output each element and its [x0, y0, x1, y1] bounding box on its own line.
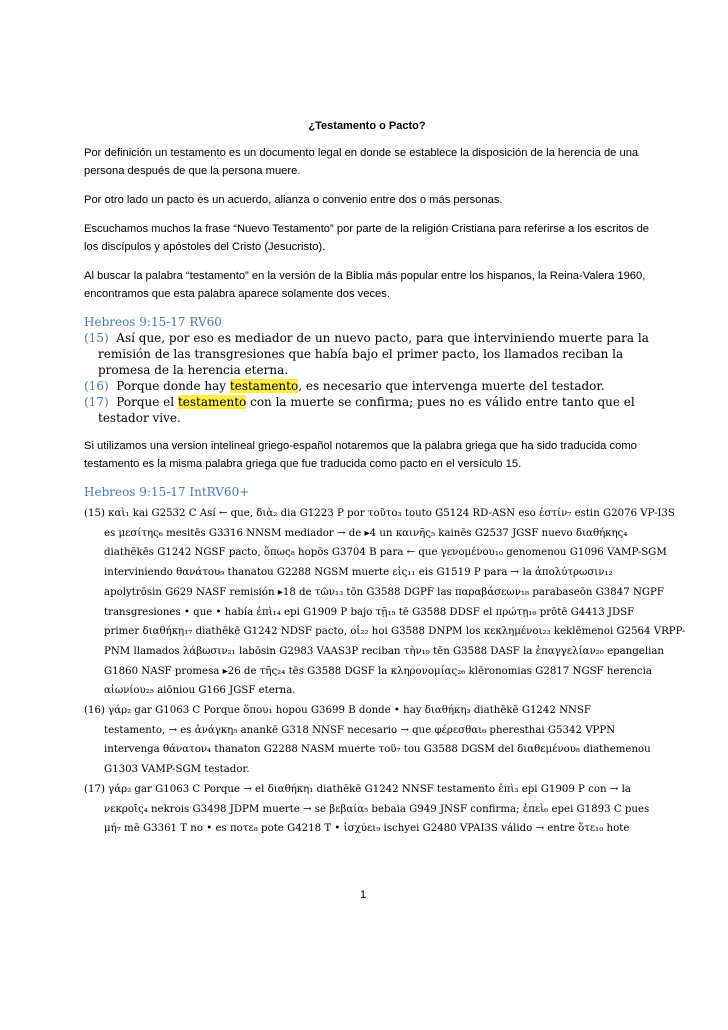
interlinear-line: (15) καὶ₁ kai G2532 C Así ← que, διὰ₂ dia G1223 P por τοῦτο₃ touto G5124 RD-ASN eso ἐστίν₇ estin G2076 VP-I3S — [84, 508, 675, 519]
page-number: 1 — [360, 889, 367, 901]
rv60-reference: Hebreos 9:15-17 RV60 — [84, 315, 222, 329]
paragraph-1: Por definición un testamento es un documento legal en donde se establece la disposición de la herencia de una persona después de que la persona muere. — [84, 147, 639, 177]
paragraph-5: Si utilizamos una version intelineal griego-español notaremos que la palabra griega que ha sido traducida como testamento es la misma palabra griega que fue traducida como pacto en el versículo 15. — [84, 440, 637, 470]
interlinear-line: νεκροῖς₄ nekrois G3498 JDPM muerte → se βεβαία₅ bebaia G949 JNSF confirma; ἐπεὶ₆ epei G1893 C pues — [104, 803, 650, 815]
interlinear-line: (16) γάρ₂ gar G1063 C Porque ὅπου₁ hopou G3699 B donde • hay διαθήκη₃ diathēkē G1242 NNSF — [84, 705, 591, 717]
interlinear-line: primer διαθήκῃ₁₇ diathēkē G1242 NDSF pacto, οἱ₂₂ hoi G3588 DNPM los κεκλημένοι₂₃ keklēmenoi G2564 VRPP- — [104, 626, 686, 638]
interlinear-line: diathēkēs G1242 NGSF pacto, ὅπως₈ hopōs G3704 B para ← que γενομένου₁₀ genomenou G1096 VAMP-SGM — [104, 547, 667, 559]
interlinear-line: transgresiones • que • había ἐπὶ₁₄ epi G1909 P bajo τῇ₁₅ tē G3588 DDSF el πρώτῃ₁₆ prōtē G4413 JDSF — [104, 606, 635, 618]
highlighted-word: testamento — [177, 395, 247, 409]
interlinear-reference: Hebreos 9:15-17 IntRV60+ — [84, 485, 250, 499]
verse-text: , es necesario que intervenga muerte del testador. — [298, 379, 605, 393]
paragraph-3: Escuchamos muchos la frase “Nuevo Testamento” por parte de la religión Cristiana para referirse a los escritos de los discípulos y apóstoles del Cristo (Jesucristo). — [84, 223, 650, 253]
paragraph-4: Al buscar la palabra “testamento” en la versión de la Biblia más popular entre los hispanos, la Reina-Valera 1960, encontramos que esta palabra aparece solamente dos veces. — [84, 270, 646, 300]
interlinear-line: G1860 NASF promesa ▸26 de τῆς₂₄ tēs G3588 DGSF la κληρονομίας₂₆ klēronomias G2817 NGSF herencia — [104, 665, 652, 677]
interlinear-line: intervenga θάνατον₄ thanaton G2288 NASM muerte τοῦ₇ tou G3588 DGSM del διαθεμένου₈ diathemenou — [104, 744, 651, 756]
interlinear-block — [84, 504, 686, 839]
verse-text: con la muerte se confirma; pues no es válido entre tanto que el testador vive. — [98, 395, 635, 425]
rv60-verse-15 — [84, 330, 650, 378]
interlinear-line: apolytrōsin G629 NASF remisión ▸18 de τῶν₁₃ tōn G3588 DGPF las παραβάσεων₁₈ parabaseōn G3847 NGPF — [104, 586, 664, 598]
interlinear-line: G1303 VAMP-SGM testador. — [104, 764, 250, 776]
verse-number: (16) — [84, 379, 109, 393]
interlinear-line: interviniendo θανάτου₉ thanatou G2288 NGSM muerte εἰς₁₁ eis G1519 P para → la ἀπολύτρωσιν₁₂ — [104, 567, 613, 579]
highlighted-word: testamento — [229, 379, 299, 393]
rv60-verse-17 — [84, 394, 650, 426]
interlinear-line: (17) γάρ₂ gar G1063 C Porque → el διαθήκη₁ diathēkē G1242 NNSF testamento ἐπὶ₃ epi G1909 P con → la — [84, 783, 631, 795]
verse-number: (15) — [84, 331, 109, 345]
interlinear-line: PNM llamados λάβωσιν₂₁ labōsin G2983 VAAS3P reciban τὴν₁₉ tēn G3588 DASF la ἐπαγγελίαν₂₀ epangelian — [104, 645, 664, 657]
document-title: ¿Testamento o Pacto? — [308, 120, 426, 132]
interlinear-line: es μεσίτης₆ mesitēs G3316 NNSM mediador → de ▸4 un καινῆς₅ kainēs G2537 JGSF nuevo διαθήκης₄ — [104, 527, 628, 539]
verse-number: (17) — [84, 395, 109, 409]
verse-text: Porque donde hay — [116, 379, 227, 393]
rv60-verse-16 — [84, 378, 650, 394]
interlinear-line: testamento, → es ἀνάγκη₅ anankē G318 NNSF necesario → que φέρεσθαι₆ pheresthai G5342 VPPN — [104, 724, 616, 736]
interlinear-line: μή₇ mē G3361 T no • es ποτε₈ pote G4218 T • ἰσχύει₉ ischyei G2480 VPAI3S válido → entre ὅτε₁₀ hote — [104, 823, 630, 835]
paragraph-2: Por otro lado un pacto es un acuerdo, alianza o convenio entre dos o más personas. — [84, 194, 503, 206]
document-page — [84, 120, 686, 839]
verse-text: Porque el — [116, 395, 175, 409]
verse-text: Así que, por eso es mediador de un nuevo pacto, para que interviniendo muerte para la remisión de las transgresiones que había bajo el primer pacto, los llamados reciban la promesa de la herencia eterna. — [98, 331, 649, 377]
interlinear-line: αἰωνίου₂₅ aiōniou G166 JGSF eterna. — [104, 685, 296, 697]
